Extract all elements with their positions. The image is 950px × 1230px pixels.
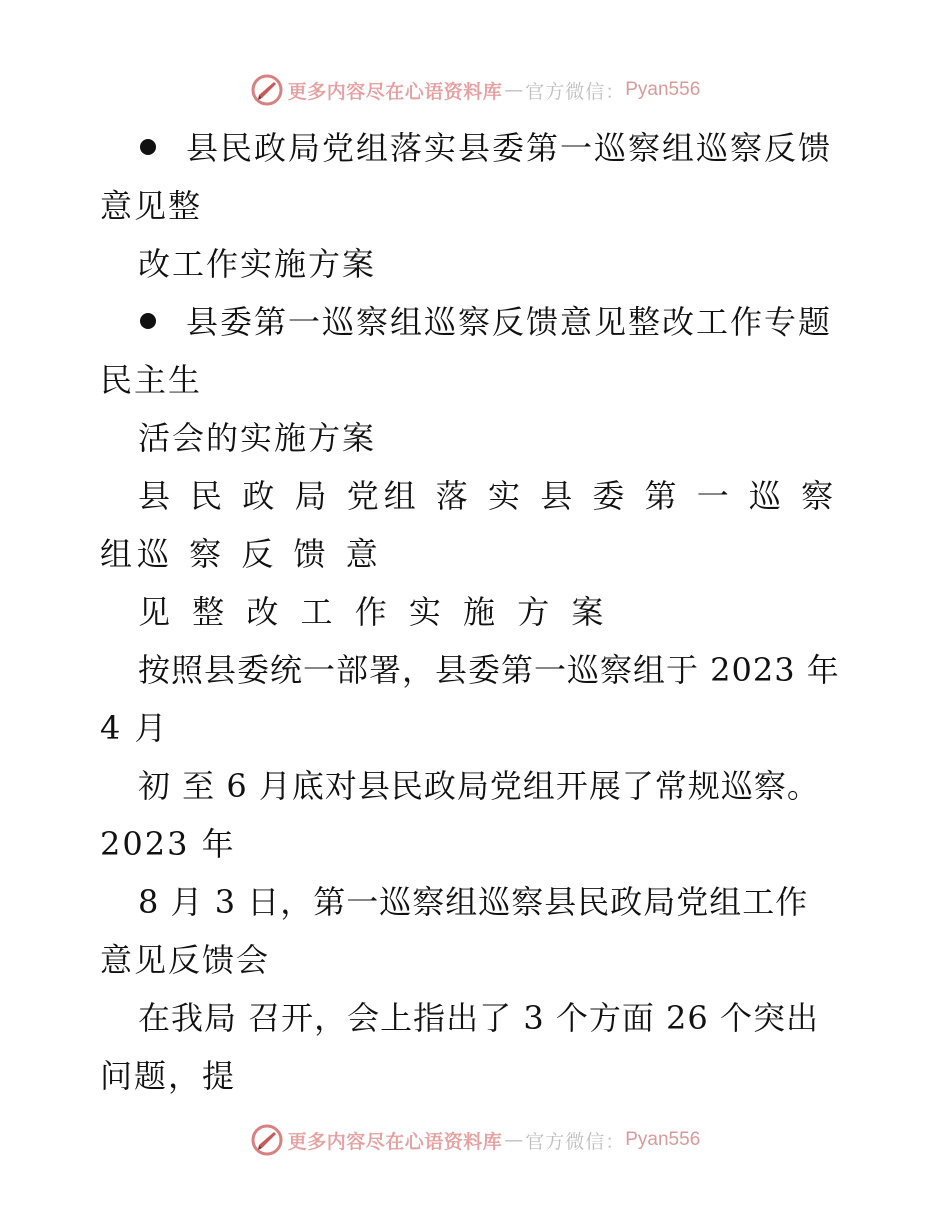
logo-icon [250,73,284,107]
text-line-4: 县委第一巡察组巡察反馈意见整改工作专题 [140,302,832,342]
logo-icon [250,1123,284,1157]
text-line-3: 改工作实施方案 [138,245,377,283]
text-line-1: 县民政局党组落实县委第一巡察组巡察反馈 [140,128,832,168]
watermark-footer [0,1120,950,1160]
text-line-12: 初 至 6 月底对县民政局党组开展了常规巡察。 [138,767,820,805]
watermark-header [0,70,950,110]
watermark-main-text: 更多内容尽在心语资料库 [287,1130,503,1153]
text-line-15: 意见反馈会 [100,941,271,979]
watermark-id: Pyan556 [625,1129,701,1150]
watermark-main-text: 更多内容尽在心语资料库 [287,80,503,103]
bullet-icon [140,139,156,155]
text-line-6: 活会的实施方案 [138,419,377,457]
text-line-5: 民主生 [100,361,203,399]
watermark-id: Pyan556 [625,79,701,100]
text-line-8: 组巡 察 反 馈 意 [100,535,383,573]
text-line-16: 在我局 召开，会上指出了 3 个方面 26 个突出 [138,999,819,1037]
text-line-10: 按照县委统一部署，县委第一巡察组于 2023 年 [138,651,840,689]
text-line-11: 4 月 [100,709,169,747]
watermark-sub-text: 官方微信： [525,80,626,103]
watermark-sub-text: 官方微信： [525,1130,626,1153]
text-line-14: 8 月 3 日，第一巡察组巡察县民政局党组工作 [138,883,809,921]
text-line-13: 2023 年 [100,825,236,863]
text-line-7: 县 民 政 局 党组 落 实 县 委 第 一 巡 察 [138,477,839,515]
text-line-17: 问题，提 [100,1057,237,1095]
text-line-2: 意见整 [100,187,203,225]
watermark-dash: — [504,1129,524,1151]
text-line-9: 见 整 改 工 作 实 施 方 案 [138,593,610,631]
bullet-icon [140,313,156,329]
watermark-dash: — [504,79,524,101]
